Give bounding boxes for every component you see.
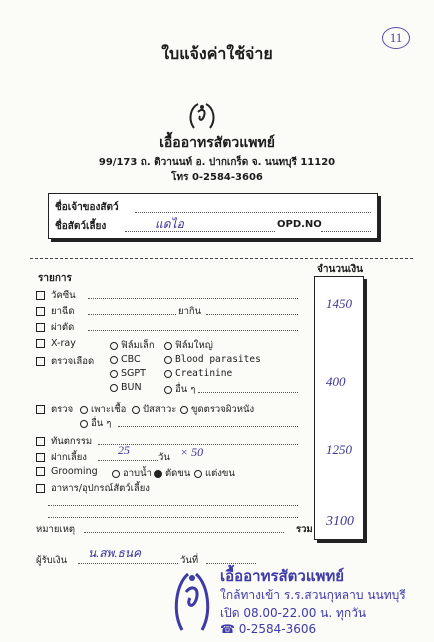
bath-label: อาบน้ำ xyxy=(123,468,152,479)
radio-film-large[interactable] xyxy=(164,342,172,350)
remark-label: หมายเหตุ xyxy=(36,524,76,535)
grooming-label: Grooming xyxy=(51,466,98,477)
clinic-phone: โทร 0-2584-3606 xyxy=(171,172,263,183)
clinic-logo-icon xyxy=(184,98,220,134)
boarding-line xyxy=(98,460,158,461)
row-blood-test xyxy=(36,354,94,369)
radio-blood-parasites[interactable] xyxy=(164,356,172,364)
take-home-label: ยากิน xyxy=(178,306,202,317)
stamp-hours: เปิด 08.00-22.00 น. ทุกวัน xyxy=(220,606,367,620)
exam-label: ตรวจ xyxy=(51,404,74,415)
amount-injection: 1450 xyxy=(326,296,352,311)
phone-icon: ☎ xyxy=(220,622,239,636)
checkbox-food[interactable] xyxy=(36,484,45,493)
groom-label: แต่งขน xyxy=(205,468,235,479)
row-injection xyxy=(36,304,75,319)
food-line-1 xyxy=(48,505,298,506)
bun-option xyxy=(110,382,142,393)
stamp-logo-icon xyxy=(170,564,214,634)
xray-label: X-ray xyxy=(51,338,76,349)
exam-other-option xyxy=(80,416,111,431)
radio-cbc[interactable] xyxy=(110,356,118,364)
opd-line xyxy=(321,231,371,232)
total-label: รวม xyxy=(296,524,313,535)
blood-test-label: ตรวจเลือด xyxy=(51,356,95,367)
other-tests-label: อื่น ๆ xyxy=(175,384,196,395)
exam-other-label: อื่น ๆ xyxy=(91,418,112,429)
vaccine-label: วัคซีน xyxy=(51,290,76,301)
pet-label: ชื่อสัตว์เลี้ยง xyxy=(55,221,107,232)
days-label: วัน xyxy=(158,452,170,463)
row-vaccine xyxy=(36,288,76,303)
receiver-label: ผู้รับเงิน xyxy=(36,555,68,566)
radio-bun[interactable] xyxy=(110,384,118,392)
radio-skin[interactable] xyxy=(180,406,188,414)
other-tests-line xyxy=(198,392,298,393)
radio-exam-other[interactable] xyxy=(80,420,88,428)
checkbox-boarding[interactable] xyxy=(36,453,45,462)
receiver-signature: น.สพ.ธนค xyxy=(88,546,141,560)
amount-boarding: 1250 xyxy=(326,442,352,457)
owner-info-box xyxy=(48,193,378,239)
blood-parasites-label: Blood parasites xyxy=(175,354,261,365)
other-tests-option xyxy=(164,382,195,397)
surgery-label: ผ่าตัด xyxy=(51,322,75,333)
checkbox-xray[interactable] xyxy=(36,339,45,348)
film-large-label: ฟิล์มใหญ่ xyxy=(175,340,213,351)
radio-film-small[interactable] xyxy=(110,342,118,350)
amount-total: 3100 xyxy=(326,514,354,529)
owner-label: ชื่อเจ้าของสัตว์ xyxy=(55,202,119,213)
radio-sgpt[interactable] xyxy=(110,370,118,378)
culture-label: เพาะเชื้อ xyxy=(91,404,127,415)
form-title: ใบแจ้งค่าใช้จ่าย xyxy=(161,44,273,63)
film-small-option xyxy=(110,338,155,353)
owner-line xyxy=(135,212,371,213)
amount-header: จำนวนเงิน xyxy=(317,264,363,275)
bun-label: BUN xyxy=(121,382,142,393)
film-large-option xyxy=(164,338,213,353)
row-food xyxy=(36,481,150,496)
radio-groom[interactable] xyxy=(194,470,202,478)
remark-line xyxy=(84,532,284,533)
clip-label: ตัดขน xyxy=(165,468,191,479)
groom-option xyxy=(194,466,235,481)
receiver-line xyxy=(78,563,178,564)
vaccine-line xyxy=(88,298,298,299)
film-small-label: ฟิล์มเล็ก xyxy=(121,340,155,351)
creatinine-option xyxy=(164,368,232,379)
culture-option xyxy=(80,402,126,417)
surgery-line xyxy=(88,330,298,331)
radio-creatinine[interactable] xyxy=(164,370,172,378)
sgpt-option xyxy=(110,368,146,379)
boarding-note: 25 xyxy=(118,443,130,457)
injection-label: ยาฉีด xyxy=(51,306,75,317)
creatinine-label: Creatinine xyxy=(175,368,233,379)
skin-option xyxy=(180,402,254,417)
sgpt-label: SGPT xyxy=(121,368,146,379)
row-surgery xyxy=(36,320,74,335)
row-dental xyxy=(36,434,92,449)
clinic-name: เอื้ออาทรสัตวแพทย์ xyxy=(159,135,275,151)
pet-line xyxy=(125,231,275,232)
row-exam xyxy=(36,402,73,417)
checkbox-dental[interactable] xyxy=(36,437,45,446)
amount-column xyxy=(314,276,364,540)
skin-label: ขูดตรวจผิวหนัง xyxy=(191,404,255,415)
radio-other-tests[interactable] xyxy=(164,386,172,394)
checkbox-grooming[interactable] xyxy=(36,467,45,476)
food-label: อาหาร/อุปกรณ์สัตว์เลี้ยง xyxy=(51,483,150,494)
clinic-stamp xyxy=(170,562,420,642)
stamp-location: ใกล้ทางเข้า ร.ร.สวนกุหลาบ นนทบุรี xyxy=(220,588,406,602)
amount-blood: 400 xyxy=(326,374,346,389)
row-grooming xyxy=(36,466,98,477)
dental-label: ทันตกรรม xyxy=(51,436,93,447)
take-home-line xyxy=(206,314,298,315)
food-line-2 xyxy=(48,517,298,518)
checkbox-blood-test[interactable] xyxy=(36,357,45,366)
bath-option xyxy=(112,466,152,481)
page-number: 11 xyxy=(389,30,403,45)
injection-line xyxy=(88,314,176,315)
radio-bath[interactable] xyxy=(112,470,120,478)
radio-clip[interactable] xyxy=(154,470,162,478)
items-header: รายการ xyxy=(38,273,72,284)
stamp-name: เอื้ออาทรสัตวแพทย์ xyxy=(220,567,345,585)
table-top-rule xyxy=(30,258,413,259)
boarding-mult: × 50 xyxy=(180,445,204,459)
radio-culture[interactable] xyxy=(80,406,88,414)
row-xray xyxy=(36,338,76,349)
exam-other-line xyxy=(118,426,298,427)
date-label: วันที่ xyxy=(180,555,199,566)
clinic-address: 99/173 ถ. ติวานนท์ อ. ปากเกร็ด จ. นนทบุรี 11120 xyxy=(98,157,336,168)
urine-option xyxy=(132,402,176,417)
blood-parasites-option xyxy=(164,354,261,365)
checkbox-vaccine[interactable] xyxy=(36,291,45,300)
cbc-option xyxy=(110,354,141,365)
boarding-label: ฝากเลี้ยง xyxy=(51,452,87,463)
stamp-phone-row xyxy=(220,622,316,636)
checkbox-exam[interactable] xyxy=(36,405,45,414)
row-boarding xyxy=(36,450,87,465)
opd-label: OPD.NO xyxy=(277,219,322,230)
urine-label: ปัสสาวะ xyxy=(143,404,177,415)
checkbox-injection[interactable] xyxy=(36,307,45,316)
cbc-label: CBC xyxy=(121,354,141,365)
radio-urine[interactable] xyxy=(132,406,140,414)
clip-option xyxy=(154,466,190,481)
pet-name-value: แดไอ xyxy=(155,217,184,231)
stamp-phone: 0-2584-3606 xyxy=(238,622,317,636)
checkbox-surgery[interactable] xyxy=(36,323,45,332)
